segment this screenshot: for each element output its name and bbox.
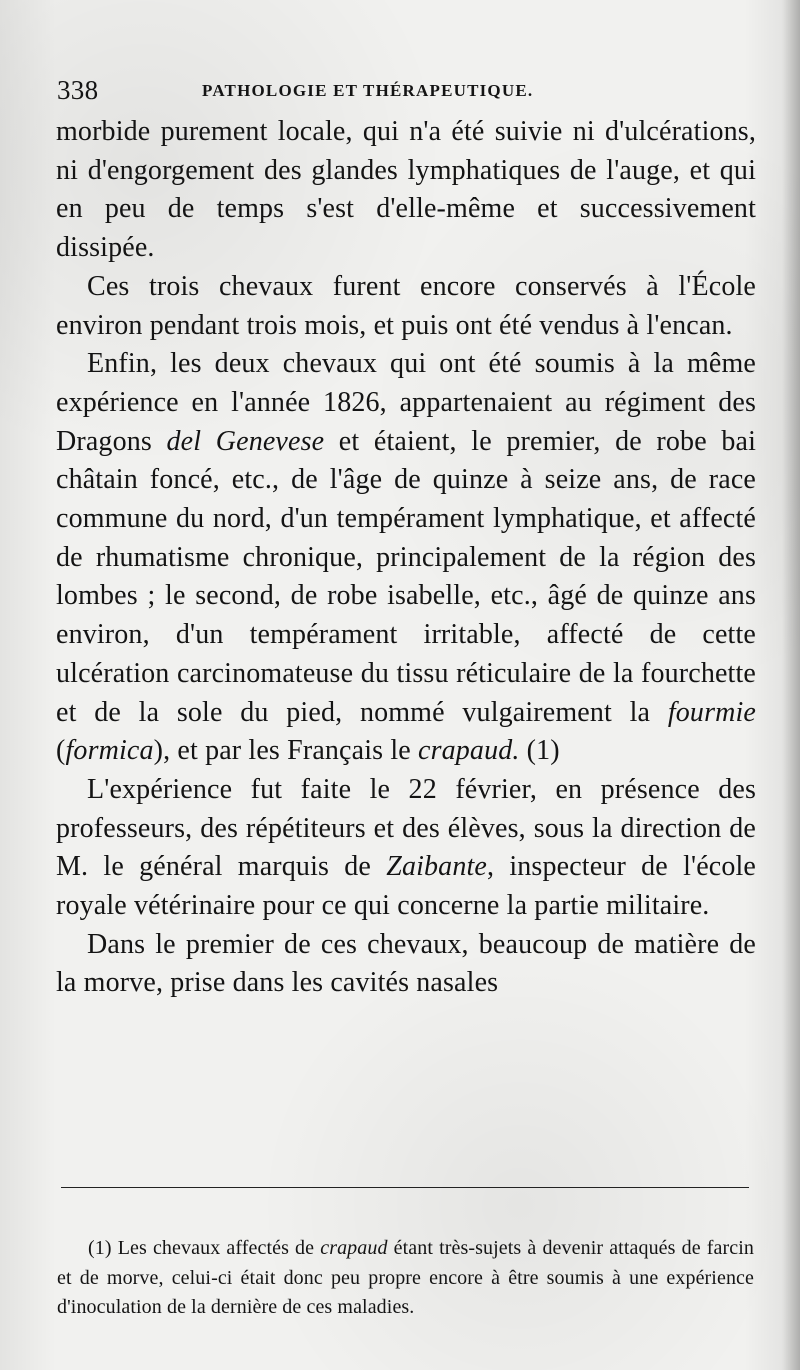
- footnote-separator: [61, 1187, 749, 1188]
- footnote-part-c: étant très-sujets à devenir attaqués de farcin et de morve, celui-ci était donc peu propre encore à être soumis à une expérience d'inoculation de la dernière de ces maladies.: [57, 1237, 755, 1318]
- regiment-name: del Genevese: [166, 425, 325, 457]
- page-edge-shadow: [782, 0, 800, 1370]
- footnote-crapaud: crapaud: [320, 1237, 388, 1259]
- paragraph-4-part-a: L'expérience fut faite le 22 février, en présence des professeurs, des répétiteurs et des élèves, sous la direction de M. le général marquis de: [56, 773, 756, 883]
- general-name: Zaibante: [386, 851, 487, 883]
- paragraph-5: Dans le premier de ces chevaux, beaucoup de matière de la morve, prise dans les cavités nasales: [56, 928, 756, 999]
- paragraph-3-part-c: et étaient, le premier, de robe bai châtain foncé, etc., de l'âge de quinze à seize ans, de race commune du nord, d'un tempérament lymphatique, et affecté de rhumatisme chronique, principalement de la région des lombes ; le second, de robe isabelle, etc., âgé de quinze ans environ, d'un tempérament irritable, affecté de cette ulcération carcinomateuse du tissu réticulaire de la fourchette et de la sole du pied, nommé vulgairement la: [56, 425, 757, 728]
- footnote-part-a: (1) Les chevaux affectés de: [88, 1237, 321, 1259]
- disease-name-crapaud: crapaud.: [418, 735, 520, 767]
- paragraph-2: Ces trois chevaux furent encore conservés à l'École environ pendant trois mois, et puis ont été vendus à l'encan.: [56, 270, 756, 341]
- main-text: [56, 113, 756, 1003]
- footnote-reference: (1): [519, 735, 560, 767]
- paragraph-4: [56, 771, 756, 926]
- paragraph-3-part-e: (: [56, 735, 66, 767]
- paragraph-3-part-a: Enfin, les deux chevaux qui ont été soumis à la même expérience en l'année 1826, appartenaient au régiment des Dragons: [56, 348, 756, 457]
- paragraph-4-part-c: , inspecteur de l'école royale vétérinaire pour ce qui concerne la partie militaire.: [56, 851, 757, 922]
- running-head: PATHOLOGIE ET THÉRAPEUTIQUE.: [202, 81, 534, 100]
- paragraph-3-part-g: ), et par les Français le: [153, 735, 418, 767]
- page-header: [57, 77, 757, 105]
- paragraph-1: morbide purement locale, qui n'a été suivie ni d'ulcérations, ni d'engorgement des glandes lymphatiques de l'auge, et qui en peu de temps s'est d'elle-même et successivement dissipée.: [56, 116, 756, 264]
- footnote: [57, 1234, 754, 1323]
- disease-name-formica: formica: [65, 735, 154, 767]
- page-number: 338: [57, 75, 99, 105]
- paragraph-3: [56, 345, 756, 771]
- disease-name-fourmie: fourmie: [667, 696, 756, 728]
